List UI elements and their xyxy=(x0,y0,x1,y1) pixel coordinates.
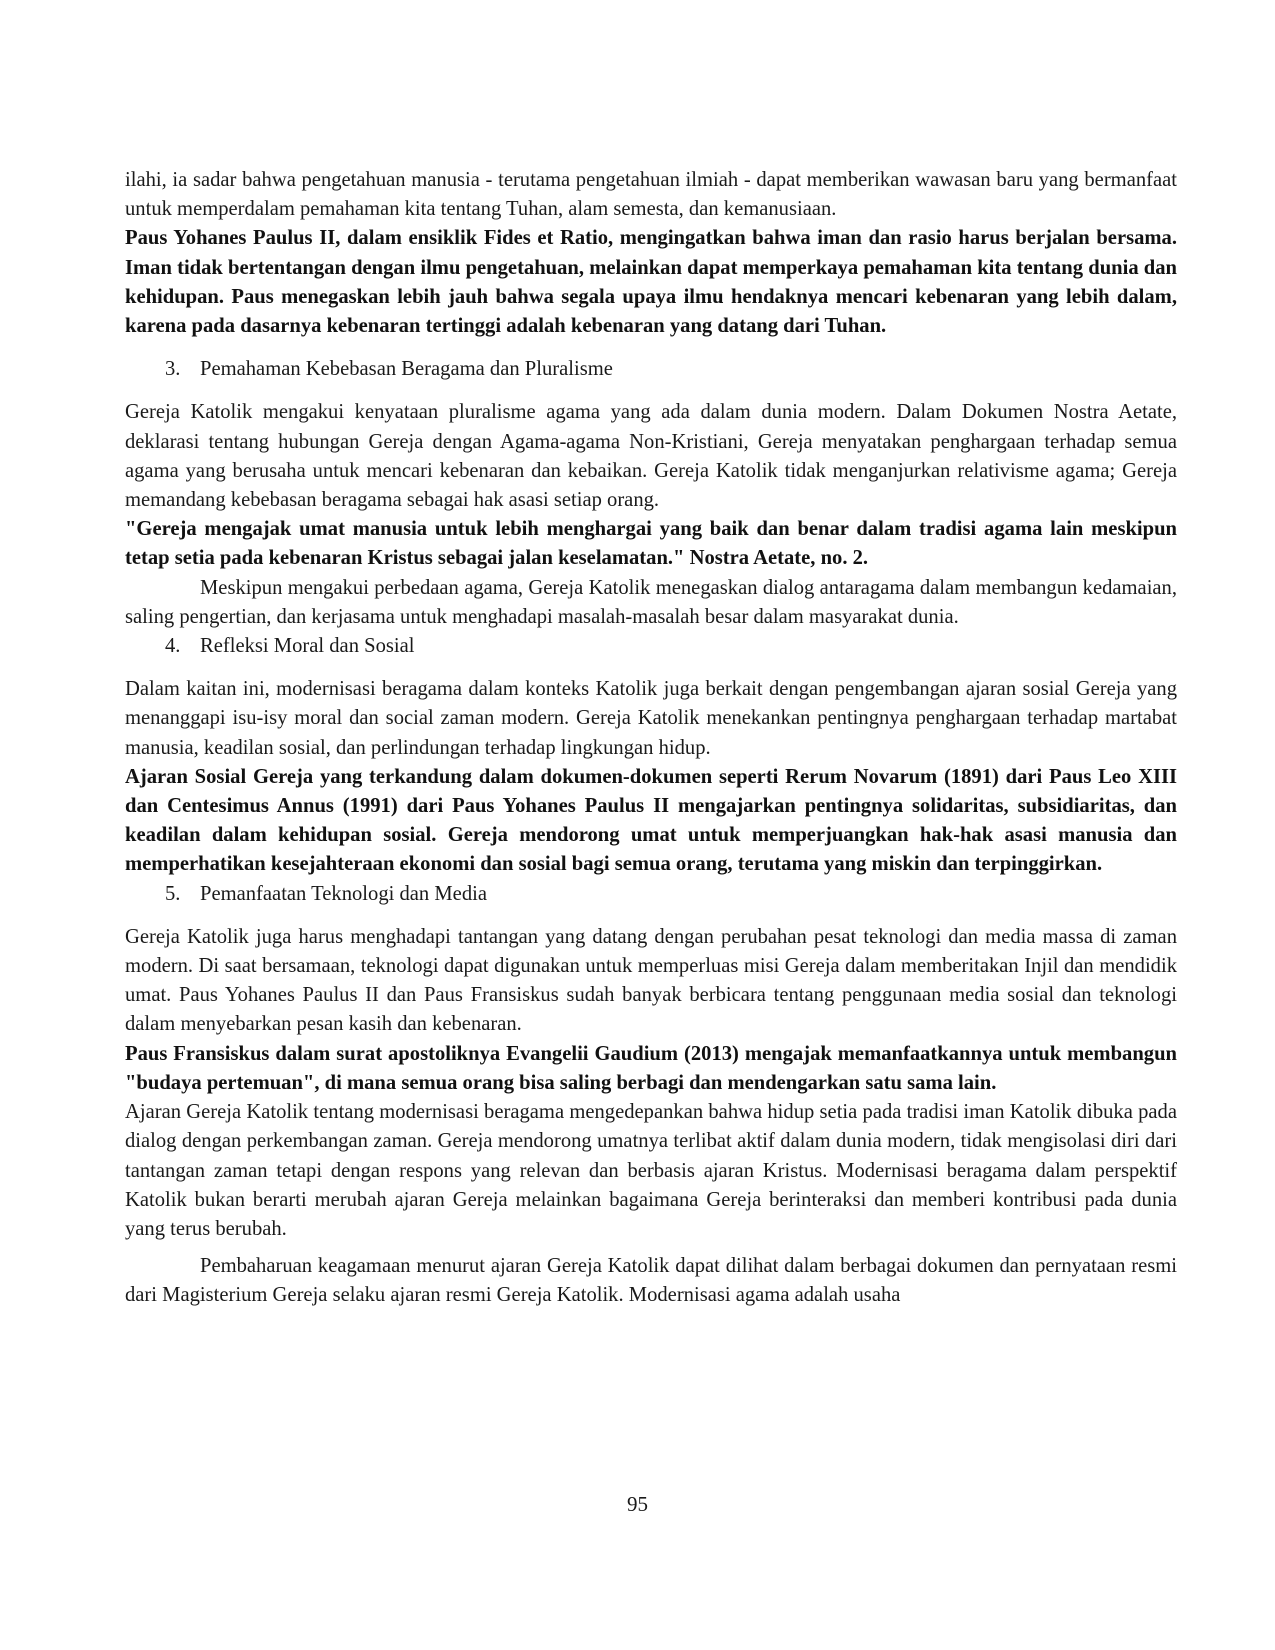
section-title: Pemahaman Kebebasan Beragama dan Pluralisme xyxy=(200,358,613,381)
page-body xyxy=(125,166,1177,1311)
section-title: Refleksi Moral dan Sosial xyxy=(200,635,415,658)
paragraph: Dalam kaitan ini, modernisasi beragama dalam konteks Katolik juga berkait dengan pengembangan ajaran sosial Gereja yang menanggapi isu-isy moral dan social zaman modern. Gereja Katolik menekankan pentingnya penghargaan terhadap martabat manusia, keadilan sosial, dan perlindungan terhadap lingkungan hidup. xyxy=(125,678,1177,759)
paragraph: Pembaharuan keagamaan menurut ajaran Gereja Katolik dapat dilihat dalam berbagai dokumen dan pernyataan resmi dari Magisterium Gereja selaku ajaran resmi Gereja Katolik. Modernisasi agama adalah usaha xyxy=(125,1255,1177,1307)
page-number: 95 xyxy=(627,1492,648,1516)
section-heading-4 xyxy=(125,632,1177,661)
section-number: 4. xyxy=(165,635,181,658)
section-number: 5. xyxy=(165,882,181,905)
quote-nostra-aetate: "Gereja mengajak umat manusia untuk lebih menghargai yang baik dan benar dalam tradisi agama lain meskipun tetap setia pada kebenaran Kristus sebagai jalan keselamatan." Nostra Aetate, no. 2. xyxy=(125,518,1177,570)
paragraph: Ajaran Gereja Katolik tentang modernisasi beragama mengedepankan bahwa hidup setia pada tradisi iman Katolik dibuka pada dialog dengan perkembangan zaman. Gereja mendorong umatnya terlibat aktif dalam dunia modern, tidak mengisolasi diri dari tantangan zaman tetapi dengan respons yang relevan dan berbasis ajaran Kristus. Modernisasi beragama dalam perspektif Katolik bukan berarti merubah ajaran Gereja melainkan bagaimana Gereja berinteraksi dan memberi kontribusi pada dunia yang terus berubah. xyxy=(125,1101,1177,1240)
section-heading-5 xyxy=(125,880,1177,909)
quote-ajaran-sosial: Ajaran Sosial Gereja yang terkandung dalam dokumen-dokumen seperti Rerum Novarum (1891) dari Paus Leo XIII dan Centesimus Annus (1991) dari Paus Yohanes Paulus II mengajarkan pentingnya solidaritas, subsidiaritas, dan keadilan dalam kehidupan sosial. Gereja mendorong umat untuk memperjuangkan hak-hak asasi manusia dan memperhatikan kesejahteraan ekonomi dan sosial bagi semua orang, terutama yang miskin dan terpinggirkan. xyxy=(125,765,1177,876)
paragraph: ilahi, ia sadar bahwa pengetahuan manusia - terutama pengetahuan ilmiah - dapat memberikan wawasan baru yang bermanfaat untuk memperdalam pemahaman kita tentang Tuhan, alam semesta, dan kemanusiaan. xyxy=(125,169,1177,221)
section-heading-3 xyxy=(125,355,1177,384)
paragraph: Meskipun mengakui perbedaan agama, Gereja Katolik menegaskan dialog antaragama dalam membangun kedamaian, saling pengertian, dan kerjasama untuk menghadapi masalah-masalah besar dalam masyarakat dunia. xyxy=(125,576,1177,628)
quote-evangelii-gaudium: Paus Fransiskus dalam surat apostoliknya Evangelii Gaudium (2013) mengajak memanfaatkannya untuk membangun "budaya pertemuan", di mana semua orang bisa saling berbagi dan mendengarkan satu sama lain. xyxy=(125,1042,1177,1094)
quote-fides-et-ratio: Paus Yohanes Paulus II, dalam ensiklik Fides et Ratio, mengingatkan bahwa iman dan rasio harus berjalan bersama. Iman tidak bertentangan dengan ilmu pengetahuan, melainkan dapat memperkaya pemahaman kita tentang dunia dan kehidupan. Paus menegaskan lebih jauh bahwa segala upaya ilmu hendaknya mencari kebenaran yang lebih dalam, karena pada dasarnya kebenaran tertinggi adalah kebenaran yang datang dari Tuhan. xyxy=(125,227,1177,338)
section-number: 3. xyxy=(165,358,181,381)
paragraph: Gereja Katolik mengakui kenyataan pluralisme agama yang ada dalam dunia modern. Dalam Dokumen Nostra Aetate, deklarasi tentang hubungan Gereja dengan Agama-agama Non-Kristiani, Gereja menyatakan penghargaan terhadap semua agama yang berusaha untuk mencari kebenaran dan kebaikan. Gereja Katolik tidak menganjurkan relativisme agama; Gereja memandang kebebasan beragama sebagai hak asasi setiap orang. xyxy=(125,401,1177,512)
paragraph: Gereja Katolik juga harus menghadapi tantangan yang datang dengan perubahan pesat teknologi dan media massa di zaman modern. Di saat bersamaan, teknologi dapat digunakan untuk memperluas misi Gereja dalam memberitakan Injil dan mendidik umat. Paus Yohanes Paulus II dan Paus Fransiskus sudah banyak berbicara tentang penggunaan media sosial dan teknologi dalam menyebarkan pesan kasih dan kebenaran. xyxy=(125,925,1177,1036)
section-title: Pemanfaatan Teknologi dan Media xyxy=(200,882,487,905)
